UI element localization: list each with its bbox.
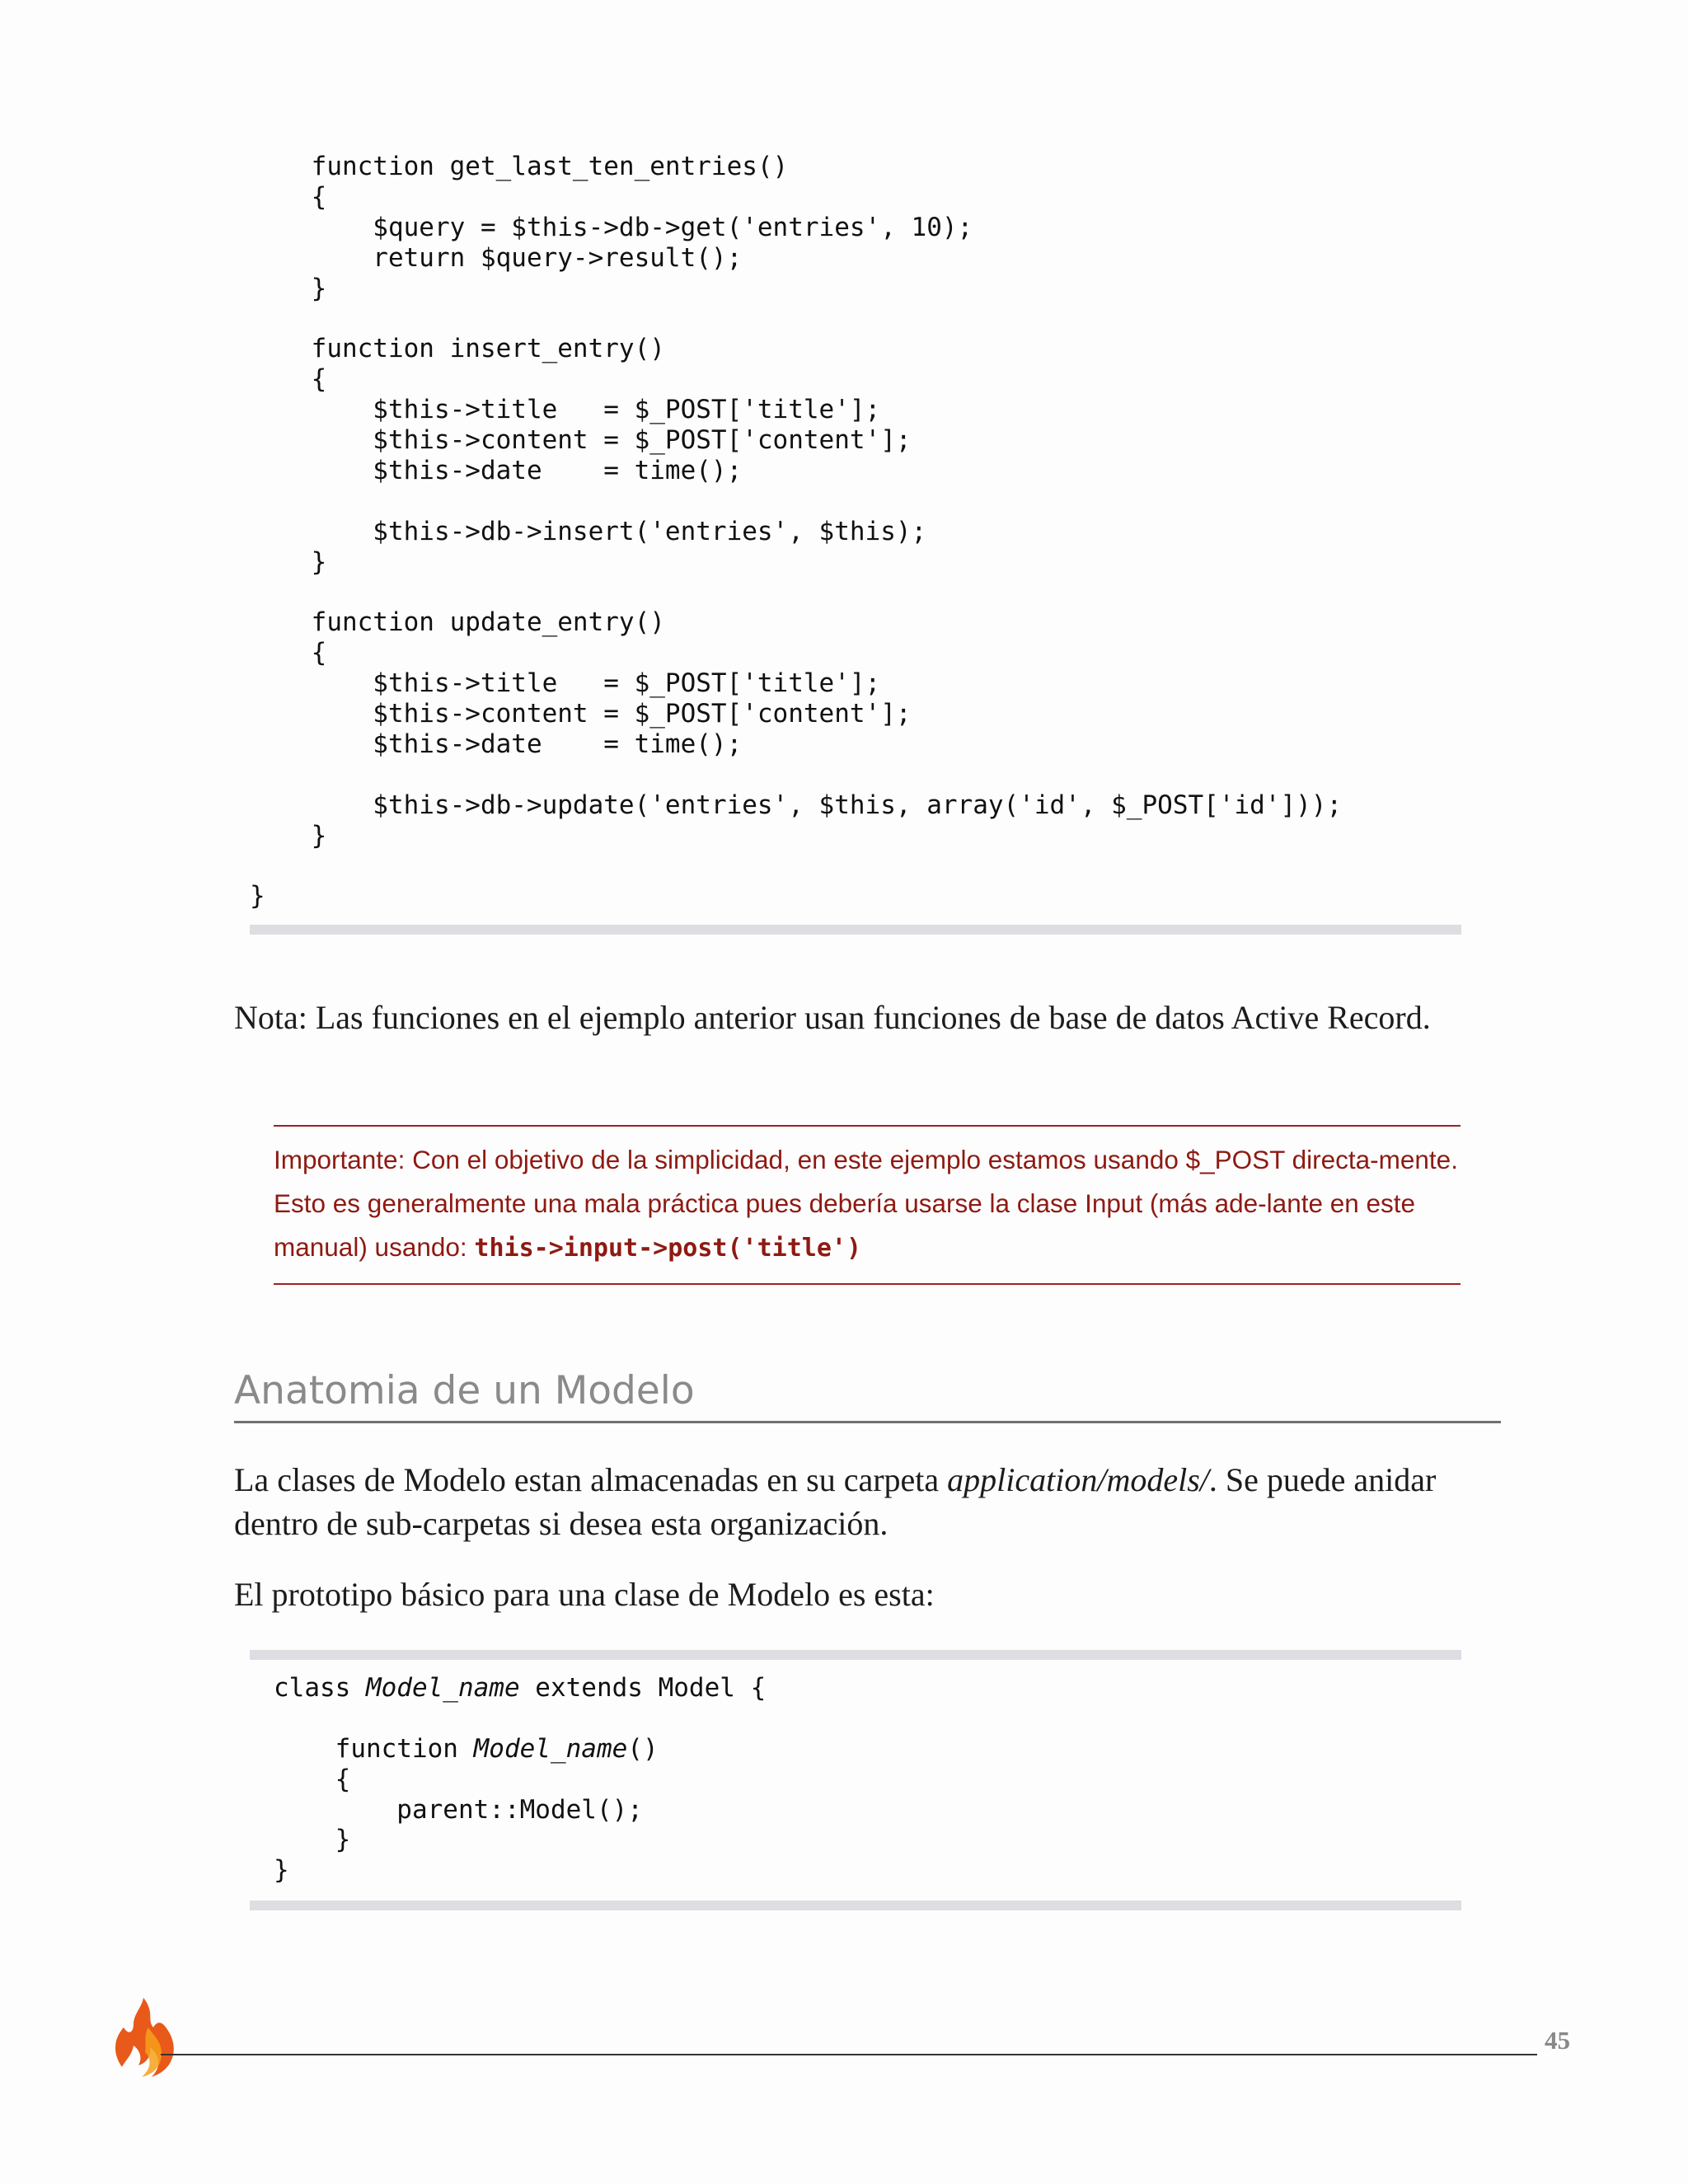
- code-line: [250, 303, 1461, 334]
- code-line: {: [250, 364, 327, 395]
- code-line: $this->date = time();: [250, 455, 743, 485]
- code-line: }: [250, 881, 265, 912]
- page-number: 45: [1545, 2026, 1570, 2055]
- code-line: }: [250, 273, 327, 303]
- models-location-paragraph: [234, 1458, 1454, 1545]
- constructor-name: Model_name: [473, 1733, 628, 1764]
- code-line: $this->db->update('entries', $this, array('id', $_POST['id']));: [250, 790, 1343, 820]
- code-line: [250, 577, 1461, 607]
- code-line: function update_entry(): [250, 607, 665, 638]
- important-callout: [274, 1125, 1461, 1285]
- note-paragraph: [234, 996, 1454, 1039]
- code-line: $this->date = time();: [250, 729, 743, 759]
- code-line: function get_last_ten_entries(): [250, 152, 789, 181]
- section-heading: Anatomia de un Modelo: [234, 1361, 1501, 1423]
- code-line: $this->title = $_POST['title'];: [250, 395, 881, 425]
- important-code: this->input->post('title'): [474, 1234, 862, 1263]
- code-line: function insert_entry(): [250, 334, 665, 364]
- para1-before: La clases de Modelo estan almacenadas en su carpeta: [234, 1461, 948, 1498]
- code-line: $this->title = $_POST['title'];: [250, 668, 881, 699]
- code-line-blank: [274, 1704, 1461, 1734]
- code-line: $this->content = $_POST['content'];: [250, 425, 912, 456]
- para2-text: El prototipo básico para una clase de Modelo es esta:: [234, 1576, 935, 1613]
- code-line: {: [250, 638, 327, 668]
- code-line: function Model_name(): [274, 1733, 659, 1764]
- code-line: [250, 851, 1461, 881]
- code-line: class Model_name extends Model {: [274, 1673, 767, 1703]
- code-line: }: [274, 1855, 289, 1886]
- code-lines: [250, 152, 1461, 912]
- code-line: $this->db->insert('entries', $this);: [250, 516, 927, 546]
- code-block-bottom-bar: [250, 925, 1461, 935]
- code-line: $this->content = $_POST['content'];: [250, 699, 912, 729]
- code-line: }: [250, 820, 327, 851]
- code-line: }: [250, 546, 327, 577]
- code-block-prototype: [274, 1673, 1461, 1886]
- code-line: }: [274, 1825, 351, 1855]
- code-block-bottom-bar: [250, 1900, 1461, 1910]
- code-line: [250, 486, 1461, 517]
- code-line: {: [250, 181, 327, 212]
- models-path: application/models/: [947, 1461, 1209, 1498]
- prototype-paragraph: [234, 1572, 1470, 1616]
- footer-rule: [161, 2054, 1537, 2055]
- code-line: parent::Model();: [274, 1794, 643, 1825]
- code-line: return $query->result();: [250, 242, 743, 273]
- code-block-top-bar: [250, 1650, 1461, 1660]
- important-text: Importante: Con el objetivo de la simplicidad, en este ejemplo estamos usando $_POST directa-mente. Esto es generalmente una mala práctica pues debería usarse la clase Input (más ade-lante en este manual) usando:: [274, 1145, 1458, 1262]
- code-line: {: [274, 1764, 351, 1794]
- code-block-top: [250, 152, 1461, 912]
- note-text: Nota: Las funciones en el ejemplo anterior usan funciones de base de datos Active Record.: [234, 999, 1431, 1036]
- para1-after: . Se puede anidar dentro de sub-carpetas si desea esta organización.: [234, 1461, 1437, 1542]
- class-name: Model_name: [365, 1673, 520, 1703]
- code-line: [250, 760, 1461, 790]
- codeigniter-flame-logo-icon: [106, 1994, 181, 2080]
- code-line: $query = $this->db->get('entries', 10);: [250, 212, 973, 242]
